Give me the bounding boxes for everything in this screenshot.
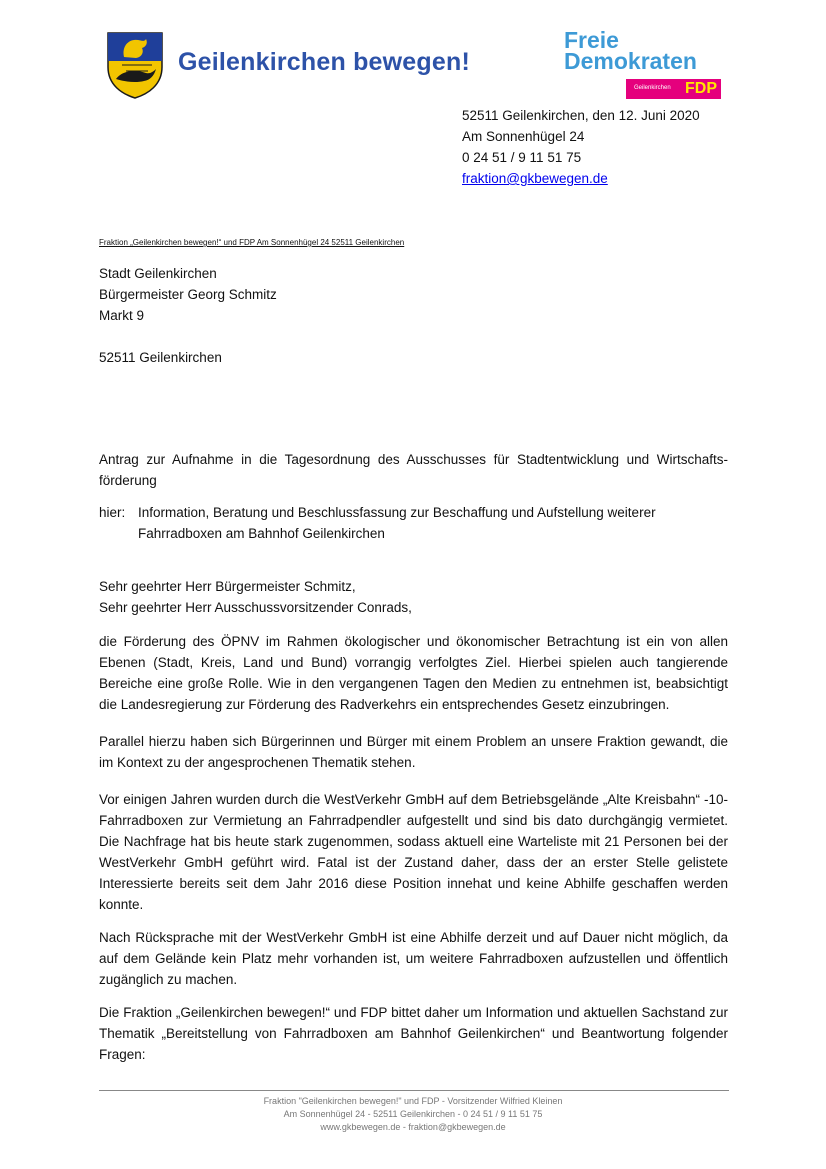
recipient-line1: Stadt Geilenkirchen [99, 266, 217, 281]
footer-line1: Fraktion "Geilenkirchen bewegen!" und FDP - Vorsitzender Wilfried Kleinen [263, 1096, 563, 1106]
fdp-logo-line2: Demokraten [564, 48, 697, 74]
brand-title: Geilenkirchen bewegen! [178, 48, 470, 76]
subject-hier-text: Information, Beratung und Beschlussfassung zur Beschaffung und Aufstellung weiterer Fahrradboxen am Bahnhof Geilenkirchen [138, 505, 656, 541]
footer-divider [99, 1090, 729, 1091]
body-paragraph-4: Nach Rücksprache mit der WestVerkehr GmbH ist eine Abhilfe derzeit und auf Dauer nicht möglich, da auf dem Gelände kein Platz mehr vorhanden ist, um weitere Fahrradboxen aufzustellen und öffentlich zugänglich zu machen. [99, 930, 728, 987]
fdp-logo [563, 28, 723, 102]
return-address-line: Fraktion „Geilenkirchen bewegen!“ und FDP Am Sonnenhügel 24 52511 Geilenkirchen [99, 238, 405, 247]
sender-street: Am Sonnenhügel 24 [462, 129, 585, 144]
body-paragraph-5: Die Fraktion „Geilenkirchen bewegen!“ und FDP bittet daher um Information und aktuellen Sachstand zur Thematik „Bereitstellung von Fahrradboxen am Bahnhof Geilenkirchen“ und Beantwortung folgender Fragen: [99, 1005, 728, 1062]
fdp-logo-line1: Freie [564, 27, 619, 53]
footer-line3: www.gkbewegen.de - fraktion@gkbewegen.de [320, 1122, 506, 1132]
sender-place-date: 52511 Geilenkirchen, den 12. Juni 2020 [462, 108, 700, 123]
subject-hier-label: hier: [99, 505, 126, 520]
sender-email-link[interactable]: fraktion@gkbewegen.de [462, 171, 608, 186]
salutation-line1: Sehr geehrter Herr Bürgermeister Schmitz, [99, 579, 356, 594]
fdp-badge [626, 79, 721, 99]
recipient-city: 52511 Geilenkirchen [99, 350, 222, 365]
subject-main: Antrag zur Aufnahme in die Tagesordnung des Ausschusses für Stadtentwicklung und Wirtschafts-förderung [99, 452, 728, 488]
recipient-line2: Bürgermeister Georg Schmitz [99, 287, 277, 302]
salutation-line2: Sehr geehrter Herr Ausschussvorsitzender Conrads, [99, 600, 412, 615]
city-crest-icon [106, 31, 164, 99]
body-paragraph-1: die Förderung des ÖPNV im Rahmen ökologischer und ökonomischer Betrachtung ist ein von allen Ebenen (Stadt, Kreis, Land und Bund) vorrangig verfolgtes Ziel. Hierbei spielen auch tangierende Bereiche eine große Rolle. Wie in den vergangenen Tagen den Medien zu entnehmen ist, beabsichtigt die Landesregierung zur Förderung des Radverkehrs ein entsprechendes Gesetz einzubringen. [99, 634, 728, 712]
body-paragraph-2: Parallel hierzu haben sich Bürgerinnen und Bürger mit einem Problem an unsere Fraktion gewandt, die im Kontext zu der angesprochenen Thematik stehen. [99, 734, 728, 770]
body-paragraph-3: Vor einigen Jahren wurden durch die WestVerkehr GmbH auf dem Betriebsgelände „Alte Kreisbahn“ -10- Fahrradboxen zur Vermietung an Fahrradpendler aufgestellt und sind bis dato durchgängig vermietet. Die Nachfrage hat bis heute stark zugenommen, sodass aktuell eine Warteliste mit 21 Personen bei der WestVerkehr GmbH geführt wird. Fatal ist der Zustand daher, dass der an erster Stelle gelistete Interessierte bereits seit dem Jahr 2016 diese Position innehat und keine Abhilfe geschaffen werden konnte. [99, 792, 728, 912]
fdp-badge-mark: FDP [685, 80, 717, 97]
recipient-line3: Markt 9 [99, 308, 145, 323]
sender-phone: 0 24 51 / 9 11 51 75 [462, 150, 582, 165]
fdp-badge-local: Geilenkirchen [634, 85, 671, 91]
footer-line2: Am Sonnenhügel 24 - 52511 Geilenkirchen - 0 24 51 / 9 11 51 75 [283, 1109, 543, 1119]
